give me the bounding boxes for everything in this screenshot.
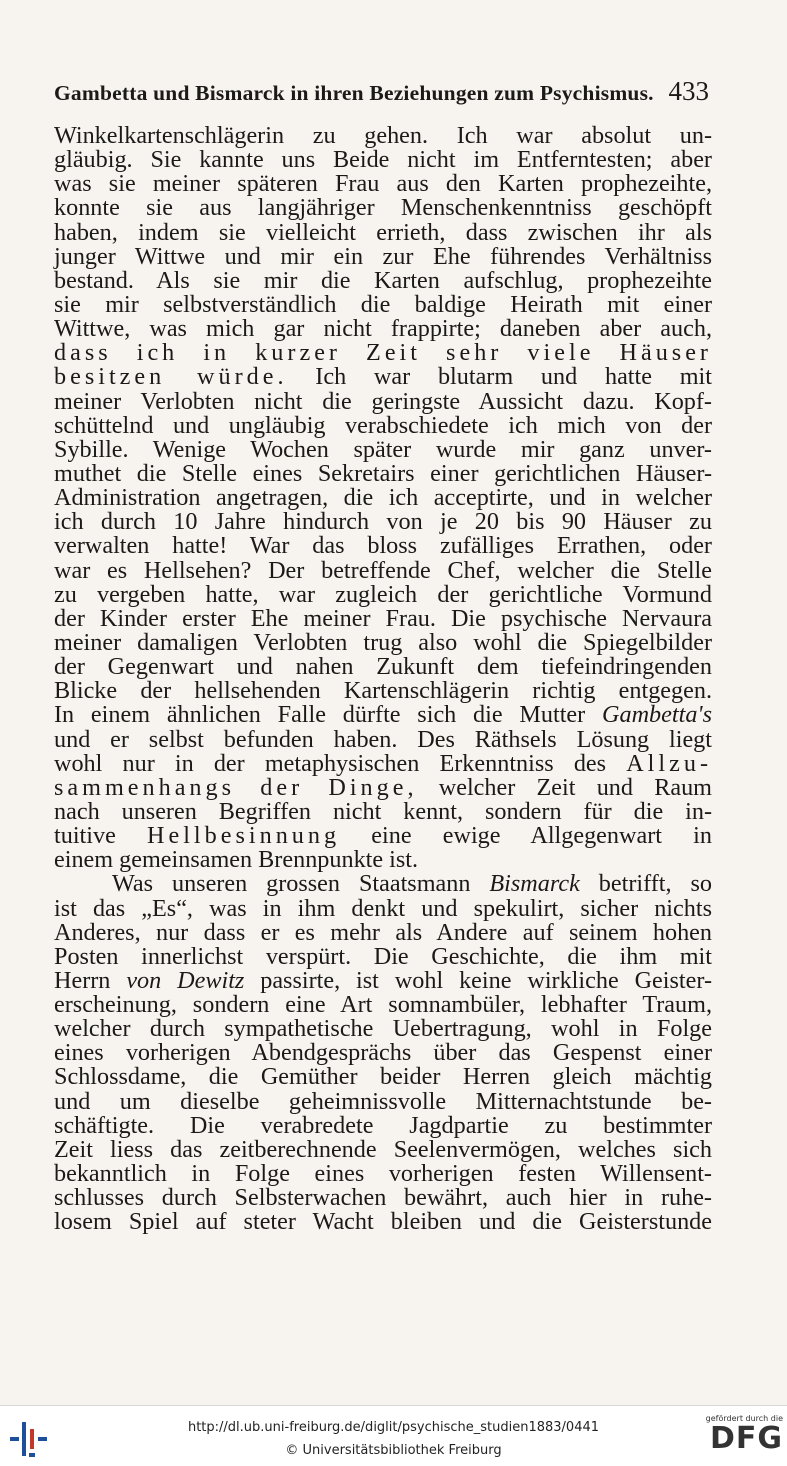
text-line: was sie meiner späteren Frau aus den Karten prophezeihte,	[54, 170, 712, 198]
text-line: ich durch 10 Jahre hindurch von je 20 bis 90 Häuser zu	[54, 508, 712, 536]
text-line: nach unseren Begriffen nicht kennt, sondern für die in-	[54, 797, 712, 825]
text-line	[54, 365, 712, 389]
copyright-notice: © Universitätsbibliothek Freiburg	[285, 1443, 502, 1458]
text-line: Zeit liess das zeitberechnende Seelenvermögen, welches sich	[54, 1135, 712, 1163]
text-line: verwalten hatte! War das bloss zufälliges Errathen, oder	[54, 532, 712, 560]
text-line: erscheinung, sondern eine Art somnambüler, lebhafter Traum,	[54, 991, 712, 1019]
text-line: junger Wittwe und mir ein zur Ehe führendes Verhältniss	[54, 242, 712, 270]
text-line	[54, 824, 712, 848]
text-line: bestand. Als sie mir die Karten aufschlug, prophezeihte	[54, 266, 712, 294]
spaced-emphasis: Hellbesinnung	[147, 822, 341, 850]
text-line: eines vorherigen Abendgesprächs über das Gespenst einer	[54, 1039, 712, 1067]
paragraph	[54, 872, 712, 1234]
text-span: Herrn	[54, 966, 127, 994]
text-line: Posten innerlichst verspürt. Die Geschichte, die ihm mit	[54, 942, 712, 970]
text-line: sie mir selbstverständlich die baldige Heirath mit einer	[54, 290, 712, 318]
text-span: tuitive	[54, 822, 147, 850]
text-line: Sybille. Wenige Wochen später wurde mir ganz unver-	[54, 435, 712, 463]
text-span: passirte, ist wohl keine wirkliche Geister-	[244, 966, 713, 994]
text-line: Blicke der hellsehenden Kartenschlägerin richtig entgegen.	[54, 677, 712, 705]
text-span: In einem ähnlichen Falle dürfte sich die Mutter	[54, 701, 603, 729]
text-line	[54, 966, 713, 994]
text-line	[54, 703, 712, 727]
spaced-emphasis: sammenhangs der Dinge,	[54, 773, 418, 801]
text-line: Winkelkartenschlägerin zu gehen. Ich war absolut un-	[54, 122, 712, 149]
text-line: konnte sie aus langjähriger Menschenkenntniss geschöpft	[54, 194, 712, 222]
text-line: war es Hellsehen? Der betreffende Chef, welcher die Stelle	[54, 556, 712, 584]
body-text	[54, 124, 712, 1234]
paragraph	[54, 124, 712, 872]
text-line: schüttelnd und ungläubig verabschiedete ich mich von der	[54, 411, 712, 439]
text-line: muthet die Stelle eines Sekretairs einer gerichtlichen Häuser-	[54, 459, 712, 487]
text-line: und um dieselbe geheimnissvolle Mitternachtstunde be-	[54, 1087, 712, 1115]
text-line: losem Spiel auf steter Wacht bleiben und die Geisterstunde	[54, 1208, 712, 1236]
text-line: welcher durch sympathetische Uebertragung, wohl in Folge	[54, 1015, 712, 1043]
spaced-emphasis: besitzen würde.	[54, 363, 288, 391]
text-line: ist das „Es“, was in ihm denkt und spekulirt, sicher nichts	[54, 894, 712, 922]
text-line: schlusses durch Selbsterwachen bewährt, auch hier in ruhe-	[54, 1184, 712, 1212]
name-italic: Bismarck	[489, 870, 580, 898]
text-line: meiner damaligen Verlobten trug also wohl die Spiegelbilder	[54, 628, 712, 656]
dfg-logo	[693, 1414, 783, 1462]
text-line: Schlossdame, die Gemüther beider Herren gleich mächtig	[54, 1063, 712, 1091]
name-italic: Gambetta's	[602, 701, 712, 729]
text-span: Ich war blutarm und hatte mit	[287, 363, 712, 391]
text-line: zu vergeben hatte, war zugleich der gerichtliche Vormund	[54, 580, 712, 608]
viewer-footer	[0, 1405, 787, 1466]
text-line: Wittwe, was mich gar nicht frappirte; daneben aber auch,	[54, 315, 712, 343]
running-title: Gambetta und Bismarck in ihren Beziehungen zum Psychismus.	[54, 81, 654, 105]
text-line: und er selbst befunden haben. Des Räthsels Lösung liegt	[54, 725, 712, 753]
name-italic: von Dewitz	[126, 966, 245, 994]
text-line: einem gemeinsamen Brennpunkte ist.	[54, 846, 419, 874]
dfg-logo-text: DFG	[709, 1421, 783, 1456]
text-line: Anderes, nur dass er es mehr als Andere auf seinem hohen	[54, 918, 712, 946]
text-line: der Gegenwart und nahen Zukunft dem tiefeindringenden	[54, 653, 712, 681]
spaced-emphasis: Allzu-	[626, 749, 712, 777]
text-line: meiner Verlobten nicht die geringste Aussicht dazu. Kopf-	[54, 387, 712, 415]
text-line: haben, indem sie vielleicht errieth, dass zwischen ihr als	[54, 218, 712, 246]
text-line	[54, 872, 712, 896]
text-line: Administration angetragen, die ich acceptirte, und in welcher	[54, 484, 712, 512]
text-line: schäftigte. Die verabredete Jagdpartie zu bestimmter	[54, 1111, 712, 1139]
text-line: gläubig. Sie kannte uns Beide nicht im Entferntesten; aber	[54, 146, 712, 174]
text-span: wohl nur in der metaphysischen Erkenntniss des	[54, 749, 627, 777]
text-span: Was unseren grossen Staatsmann	[112, 870, 490, 898]
running-header	[54, 76, 709, 108]
dfg-caption: gefördert durch die	[705, 1414, 783, 1423]
text-line	[54, 749, 712, 777]
text-span: eine ewige Allgegenwart in	[340, 822, 712, 850]
document-url[interactable]: http://dl.ub.uni-freiburg.de/diglit/psychische_studien1883/0441	[187, 1420, 600, 1435]
text-line: der Kinder erster Ehe meiner Frau. Die psychische Nervaura	[54, 604, 712, 632]
text-line	[54, 773, 712, 801]
text-line-spaced: dass ich in kurzer Zeit sehr viele Häuser	[54, 339, 712, 367]
text-span: betrifft, so	[579, 870, 712, 898]
text-span: welcher Zeit und Raum	[417, 773, 712, 801]
page-number: 433	[668, 76, 709, 106]
text-line: bekanntlich in Folge eines vorherigen festen Willensent-	[54, 1160, 712, 1188]
